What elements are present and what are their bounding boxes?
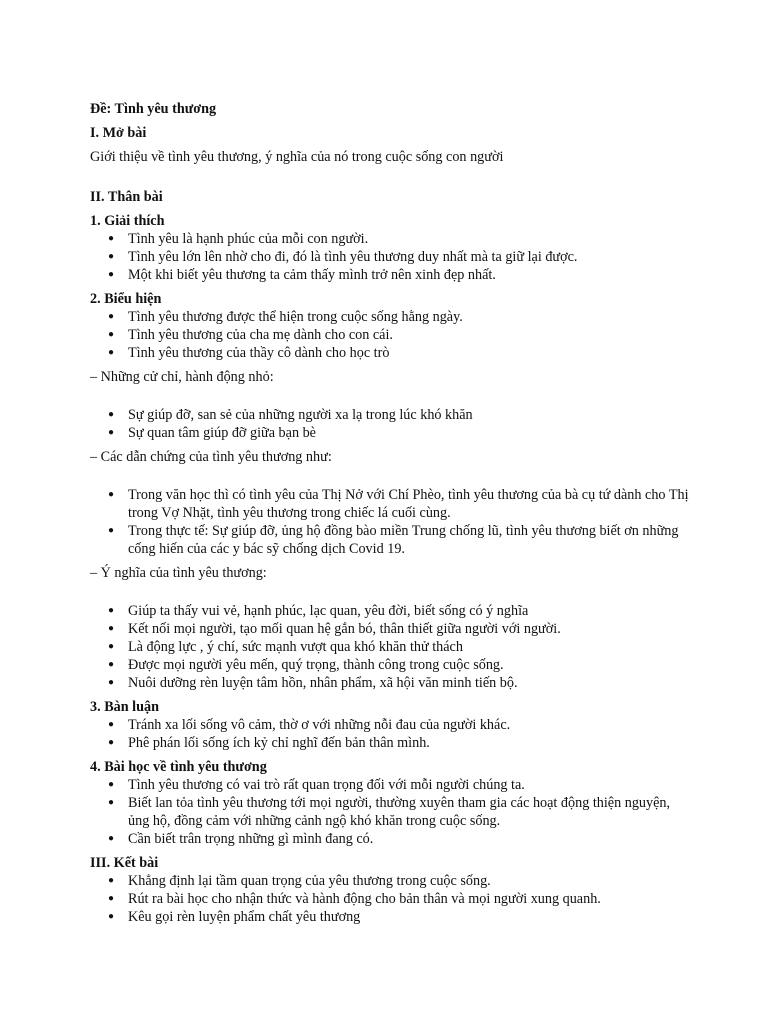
list-item (90, 872, 690, 890)
list-item-text: Kết nối mọi người, tạo mối quan hệ gắn bó, thân thiết giữa người với người. (128, 621, 561, 637)
list-item-text: Tình yêu lớn lên nhờ cho đi, đó là tình yêu thương duy nhất mà ta giữ lại được. (128, 249, 578, 265)
list-item (90, 266, 690, 284)
bullet-icon: ● (108, 779, 115, 790)
bullet-icon: ● (108, 875, 115, 886)
list-item-text: Tránh xa lối sống vô cảm, thờ ơ với những nỗi đau của người khác. (128, 717, 511, 733)
list-item-text: Tình yêu thương của cha mẹ dành cho con cái. (128, 327, 393, 343)
section-heading-than-bai: II. Thân bài (90, 189, 163, 205)
list-item-text: Một khi biết yêu thương ta cảm thấy mình trở nên xinh đẹp nhất. (128, 267, 496, 283)
subheading-bieu-hien: 2. Biểu hiện (90, 291, 162, 307)
list-ban-luan (90, 716, 690, 752)
list-item-text: Biết lan tỏa tình yêu thương tới mọi người, thường xuyên tham gia các hoạt động thiện nguyện, ủng hộ, đồng cảm với những cảnh ngộ khó khăn trong cuộc sống. (128, 795, 671, 829)
list-item (90, 674, 690, 692)
list-item (90, 248, 690, 266)
subheading-bai-hoc: 4. Bài học về tình yêu thương (90, 759, 267, 775)
bullet-icon: ● (108, 525, 115, 536)
list-item (90, 602, 690, 620)
list-dan-chung (90, 486, 690, 558)
list-item-text: Trong văn học thì có tình yêu của Thị Nở với Chí Phèo, tình yêu thương của bà cụ tứ dành cho Thị trong Vợ Nhặt, tình yêu thương trong chiếc lá cuối cùng. (128, 487, 689, 521)
list-item (90, 486, 690, 522)
bullet-icon: ● (108, 911, 115, 922)
bullet-icon: ● (108, 893, 115, 904)
list-cu-chi (90, 406, 690, 442)
list-item (90, 734, 690, 752)
list-item-text: Tình yêu thương có vai trò rất quan trọng đối với mỗi người chúng ta. (128, 777, 525, 793)
list-item-text: Nuôi dưỡng rèn luyện tâm hồn, nhân phẩm, xã hội văn minh tiến bộ. (128, 675, 518, 691)
bullet-icon: ● (108, 605, 115, 616)
section-heading-mo-bai: I. Mở bài (90, 125, 147, 141)
section-heading-ket-bai: III. Kết bài (90, 855, 159, 871)
list-item-text: Được mọi người yêu mến, quý trọng, thành công trong cuộc sống. (128, 657, 504, 673)
list-item (90, 716, 690, 734)
list-item-text: Sự giúp đỡ, san sẻ của những người xa lạ trong lúc khó khăn (128, 407, 473, 423)
list-bieu-hien (90, 308, 690, 362)
bullet-icon: ● (108, 427, 115, 438)
document-title: Đề: Tình yêu thương (90, 101, 217, 117)
list-item-text: Tình yêu thương của thầy cô dành cho học trò (128, 345, 390, 361)
list-item (90, 326, 690, 344)
list-item (90, 230, 690, 248)
list-item (90, 344, 690, 362)
bullet-icon: ● (108, 311, 115, 322)
bullet-icon: ● (108, 833, 115, 844)
list-item (90, 794, 690, 830)
list-item (90, 908, 690, 926)
list-item-text: Cần biết trân trọng những gì mình đang có. (128, 831, 374, 847)
list-item (90, 890, 690, 908)
cu-chi-label: – Những cử chỉ, hành động nhỏ: (90, 369, 274, 385)
list-item (90, 620, 690, 638)
subheading-ban-luan: 3. Bàn luận (90, 699, 159, 715)
list-item-text: Tình yêu thương được thể hiện trong cuộc sống hằng ngày. (128, 309, 463, 325)
list-item (90, 830, 690, 848)
bullet-icon: ● (108, 409, 115, 420)
bullet-icon: ● (108, 677, 115, 688)
list-item (90, 656, 690, 674)
list-item-text: Phê phán lối sống ích kỷ chỉ nghĩ đến bản thân mình. (128, 735, 430, 751)
bullet-icon: ● (108, 269, 115, 280)
y-nghia-label: – Ý nghĩa của tình yêu thương: (90, 565, 267, 581)
list-item-text: Sự quan tâm giúp đỡ giữa bạn bè (128, 425, 316, 441)
bullet-icon: ● (108, 719, 115, 730)
list-item (90, 424, 690, 442)
list-item (90, 406, 690, 424)
list-ket-bai (90, 872, 690, 926)
bullet-icon: ● (108, 489, 115, 500)
list-giai-thich (90, 230, 690, 284)
subheading-giai-thich: 1. Giải thích (90, 213, 165, 229)
list-item (90, 522, 690, 558)
dan-chung-label: – Các dẫn chứng của tình yêu thương như: (90, 449, 332, 465)
list-item-text: Trong thực tế: Sự giúp đỡ, ủng hộ đồng bào miền Trung chống lũ, tình yêu thương biết ơn những cống hiến của các y bác sỹ chống dịch Covid 19. (128, 523, 679, 557)
list-item-text: Kêu gọi rèn luyện phẩm chất yêu thương (128, 909, 361, 925)
list-y-nghia (90, 602, 690, 692)
bullet-icon: ● (108, 329, 115, 340)
list-item-text: Giúp ta thấy vui vẻ, hạnh phúc, lạc quan, yêu đời, biết sống có ý nghĩa (128, 603, 529, 619)
bullet-icon: ● (108, 347, 115, 358)
list-item (90, 776, 690, 794)
list-bai-hoc (90, 776, 690, 848)
bullet-icon: ● (108, 641, 115, 652)
bullet-icon: ● (108, 251, 115, 262)
mo-bai-text: Giới thiệu về tình yêu thương, ý nghĩa của nó trong cuộc sống con người (90, 149, 504, 165)
list-item-text: Tình yêu là hạnh phúc của mỗi con người. (128, 231, 369, 247)
list-item-text: Rút ra bài học cho nhận thức và hành động cho bản thân và mọi người xung quanh. (128, 891, 601, 907)
bullet-icon: ● (108, 623, 115, 634)
list-item-text: Là động lực , ý chí, sức mạnh vượt qua khó khăn thử thách (128, 639, 463, 655)
list-item (90, 308, 690, 326)
list-item (90, 638, 690, 656)
bullet-icon: ● (108, 233, 115, 244)
bullet-icon: ● (108, 737, 115, 748)
list-item-text: Khẳng định lại tầm quan trọng của yêu thương trong cuộc sống. (128, 873, 491, 889)
bullet-icon: ● (108, 659, 115, 670)
document-page (90, 100, 690, 932)
bullet-icon: ● (108, 797, 115, 808)
